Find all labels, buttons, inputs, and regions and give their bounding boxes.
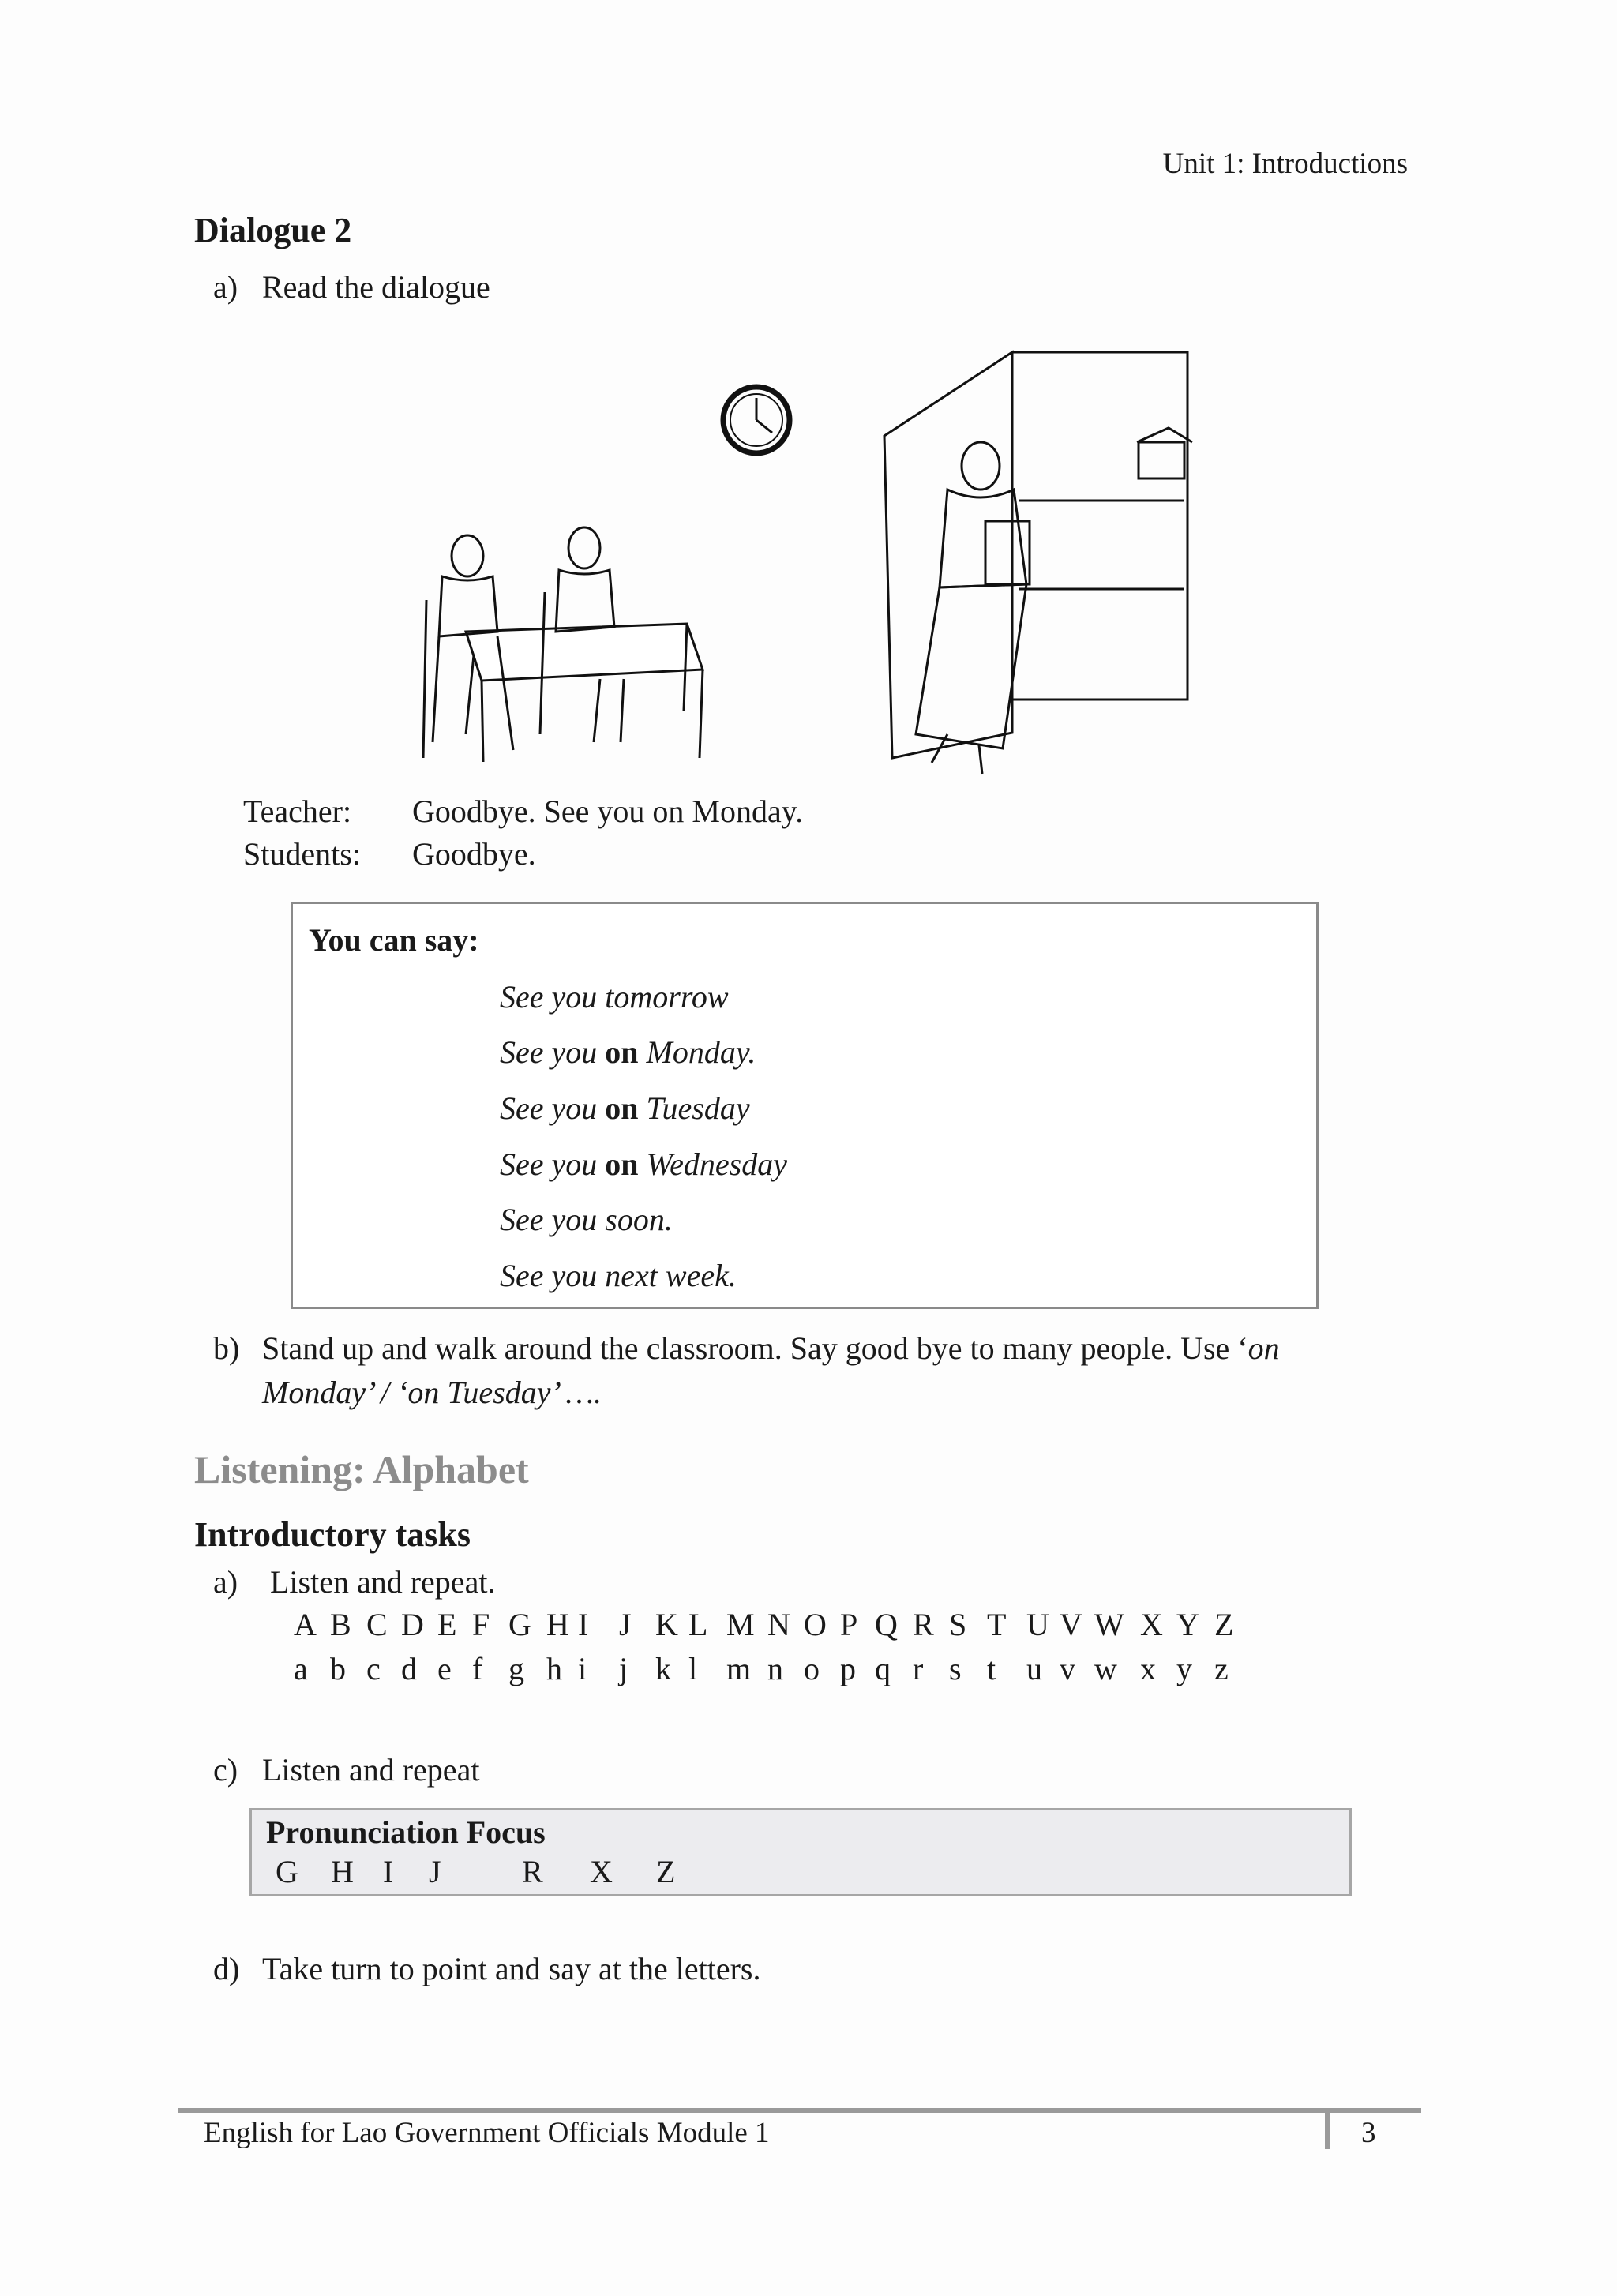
alphabet-letter: H (546, 1607, 569, 1642)
alphabet-letter: K (655, 1607, 678, 1642)
task-c: c) Listen and repeat (213, 1748, 479, 1792)
alphabet-letter: P (840, 1607, 858, 1642)
alphabet-letter: Y (1176, 1607, 1199, 1642)
footer-divider (1325, 2113, 1330, 2149)
alphabet-letter: Z (1214, 1607, 1234, 1642)
alphabet-letter: o (804, 1651, 820, 1686)
alphabet-letter: l (688, 1651, 698, 1686)
page-number: 3 (1361, 2117, 1376, 2149)
focus-letter: X (590, 1854, 613, 1889)
dialogue-heading: Dialogue 2 (194, 211, 352, 249)
alphabet-letter: d (401, 1651, 417, 1686)
dialogue-line-teacher (243, 793, 803, 830)
alphabet-letter: z (1214, 1651, 1229, 1686)
alphabet-letter: T (987, 1607, 1007, 1642)
alphabet-letter: W (1094, 1607, 1124, 1642)
alphabet-letter: J (619, 1607, 632, 1642)
alphabet-letter: F (472, 1607, 490, 1642)
alphabet-letter: y (1176, 1651, 1192, 1686)
alphabet-letter: L (688, 1607, 708, 1642)
alphabet-letter: V (1060, 1607, 1082, 1642)
alphabet-letter: X (1140, 1607, 1163, 1642)
footer-title: English for Lao Government Officials Module 1 (204, 2117, 770, 2149)
task-marker: a) (213, 1564, 238, 1600)
speaker-label: Students: (243, 836, 361, 872)
dialogue-line-students (243, 835, 536, 872)
alphabet-letter: x (1140, 1651, 1156, 1686)
alphabet-letter: E (437, 1607, 457, 1642)
alphabet-letter: Q (875, 1607, 898, 1642)
listening-section-title: Listening: Alphabet (194, 1447, 529, 1491)
alphabet-letter: R (913, 1607, 934, 1642)
pronunciation-focus-box (249, 1808, 1352, 1896)
alphabet-letter: p (840, 1651, 856, 1686)
task-b-line2: Monday’ / ‘on Tuesday’ …. (262, 1375, 602, 1410)
alphabet-letter: U (1026, 1607, 1049, 1642)
task-marker: d) (213, 1951, 240, 1986)
phrase-item: See you soon. (500, 1202, 673, 1237)
alphabet-letter: G (508, 1607, 531, 1642)
alphabet-letter: c (366, 1651, 381, 1686)
alphabet-letter: M (726, 1607, 755, 1642)
dialogue-text: Goodbye. (412, 836, 536, 872)
task-text: Read the dialogue (262, 269, 490, 305)
focus-letter: G (276, 1854, 298, 1889)
focus-letter: R (522, 1854, 543, 1889)
task-marker: c) (213, 1752, 238, 1788)
phrase-item: See you next week. (500, 1258, 737, 1293)
alphabet-letter: S (949, 1607, 967, 1642)
alphabet-letter: k (655, 1651, 671, 1686)
you-can-say-box (291, 902, 1319, 1309)
alphabet-letter: B (330, 1607, 351, 1642)
alphabet-letter: h (546, 1651, 562, 1686)
alphabet-letter: A (294, 1607, 317, 1642)
phrase-item: See you tomorrow (500, 979, 729, 1015)
unit-header: Unit 1: Introductions (1162, 148, 1408, 180)
alphabet-letter: t (987, 1651, 996, 1686)
alphabet-letter: s (949, 1651, 962, 1686)
alphabet-letter: r (913, 1651, 924, 1686)
phrase-item: See you on Monday. (500, 1034, 756, 1070)
introductory-tasks-heading: Introductory tasks (194, 1515, 471, 1554)
task-marker: a) (213, 269, 238, 305)
alphabet-letter: N (767, 1607, 790, 1642)
footer-rule (178, 2108, 1421, 2113)
alphabet-letter: g (508, 1651, 524, 1686)
task-a-listening: a) Listen and repeat. (213, 1560, 495, 1604)
phrase-item: See you on Tuesday (500, 1090, 750, 1126)
alphabet-letter: m (726, 1651, 752, 1686)
alphabet-letter: a (294, 1651, 308, 1686)
focus-letter: H (331, 1854, 354, 1889)
alphabet-letter: f (472, 1651, 483, 1686)
alphabet-letter: n (767, 1651, 783, 1686)
phrase-item: See you on Wednesday (500, 1146, 787, 1182)
alphabet-letter: e (437, 1651, 452, 1686)
focus-letter: Z (656, 1854, 676, 1889)
alphabet-letter: C (366, 1607, 388, 1642)
box-title: Pronunciation Focus (266, 1814, 546, 1850)
focus-letter: J (429, 1854, 441, 1889)
task-marker: b) (213, 1330, 240, 1366)
task-b-line1: b) Stand up and walk around the classroom. Say good bye to many people. Use ‘on (213, 1326, 1280, 1371)
students-at-table-drawing (423, 527, 703, 762)
speaker-label: Teacher: (243, 793, 352, 829)
alphabet-letter: j (619, 1651, 628, 1686)
alphabet-letter: w (1094, 1651, 1117, 1686)
alphabet-letter: v (1060, 1651, 1075, 1686)
alphabet-letter: O (804, 1607, 827, 1642)
alphabet-letter: q (875, 1651, 891, 1686)
teacher-at-door-drawing (884, 352, 1192, 774)
task-d: d) Take turn to point and say at the letters. (213, 1947, 760, 1991)
alphabet-letter: i (578, 1651, 587, 1686)
alphabet-letter: D (401, 1607, 424, 1642)
alphabet-letter: b (330, 1651, 346, 1686)
alphabet-letter: u (1026, 1651, 1042, 1686)
dialogue-text: Goodbye. See you on Monday. (412, 793, 804, 829)
clock-icon (723, 387, 790, 453)
alphabet-letter: I (578, 1607, 589, 1642)
box-title: You can say: (309, 922, 479, 958)
classroom-illustration (0, 0, 1617, 790)
focus-letter: I (383, 1854, 394, 1889)
